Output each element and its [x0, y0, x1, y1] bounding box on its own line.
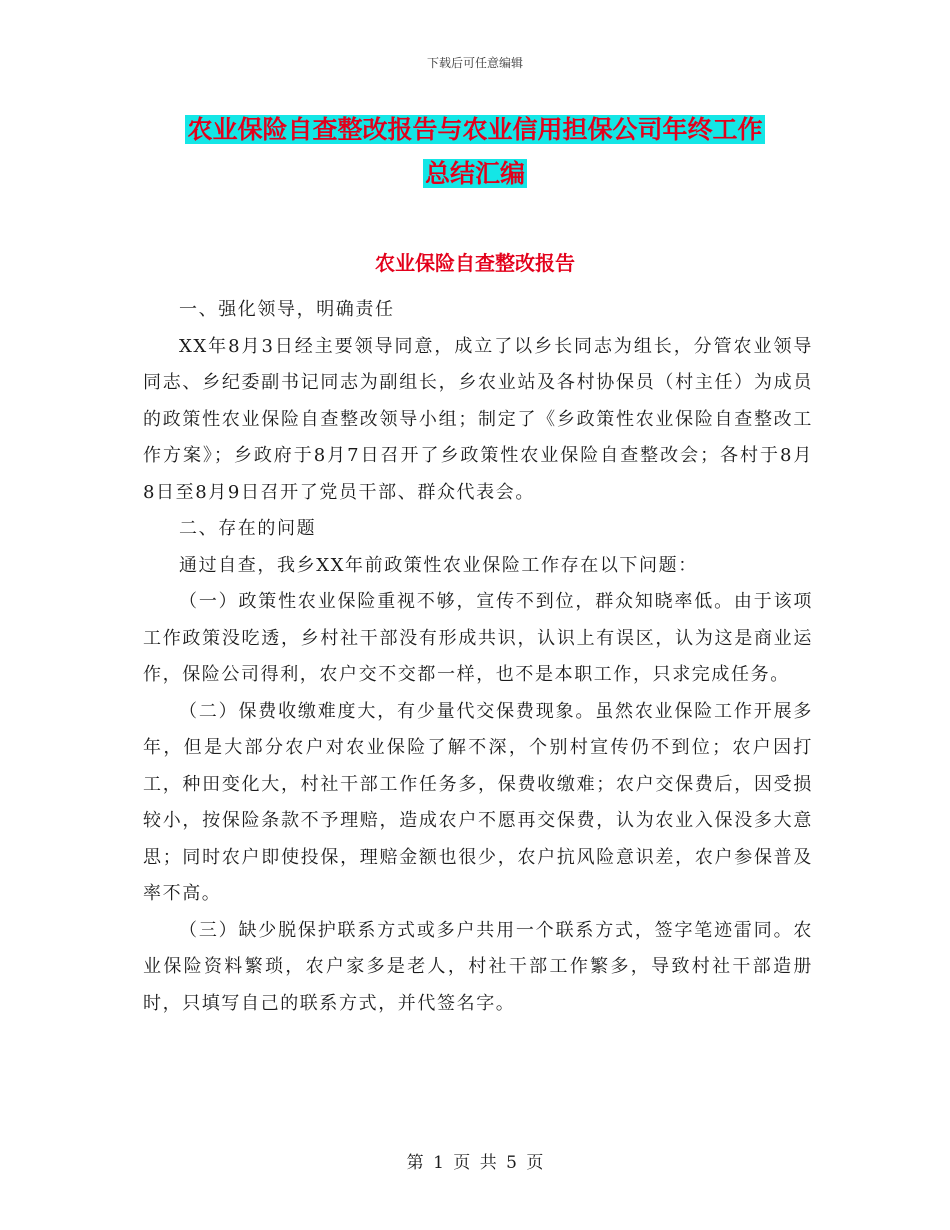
document-title	[0, 108, 950, 196]
header-note: 下载后可任意编辑	[426, 56, 523, 70]
paragraph: （三）缺少脱保护联系方式或多户共用一个联系方式，签字笔迹雷同。农业保险资料繁琐，农户家多是老人，村社干部工作繁多，导致村社干部造册时，只填写自己的联系方式，并代签名字。	[143, 919, 813, 1014]
paragraph: （一）政策性农业保险重视不够，宣传不到位，群众知晓率低。由于该项工作政策没吃透，乡村社干部没有形成共识，认识上有误区，认为这是商业运作，保险公司得利，农户交不交都一样，也不是本职工作，只求完成任务。	[143, 591, 813, 685]
paragraph: （二）保费收缴难度大，有少量代交保费现象。虽然农业保险工作开展多年，但是大部分农户对农业保险了解不深，个别村宣传仍不到位；农户因打工，种田变化大，村社干部工作任务多，保费收缴难；农户交保费后，因受损较小，按保险条款不予理赔，造成农户不愿再交保费，认为农业入保没多大意思；同时农户即使投保，理赔金额也很少，农户抗风险意识差，农户参保普及率不高。	[143, 700, 813, 904]
body-text	[143, 292, 813, 1022]
page-footer: 第 1 页 共 5 页	[406, 1153, 544, 1173]
section-title: 农业保险自查整改报告	[375, 251, 575, 275]
title-line-2: 总结汇编	[424, 159, 525, 188]
paragraph: 通过自查，我乡XX年前政策性农业保险工作存在以下问题：	[179, 554, 698, 576]
title-line-1: 农业保险自查整改报告与农业信用担保公司年终工作	[187, 115, 763, 144]
paragraph: XX年8月3日经主要领导同意，成立了以乡长同志为组长，分管农业领导同志、乡纪委副书记同志为副组长，乡农业站及各村协保员（村主任）为成员的政策性农业保险自查整改领导小组；制定了《乡政策性农业保险自查整改工作方案》；乡政府于8月7日召开了乡政策性农业保险自查整改会；各村于8月8日至8月9日召开了党员干部、群众代表会。	[143, 335, 813, 503]
heading-2: 二、存在的问题	[179, 518, 317, 539]
heading-1: 一、强化领导，明确责任	[179, 299, 395, 320]
